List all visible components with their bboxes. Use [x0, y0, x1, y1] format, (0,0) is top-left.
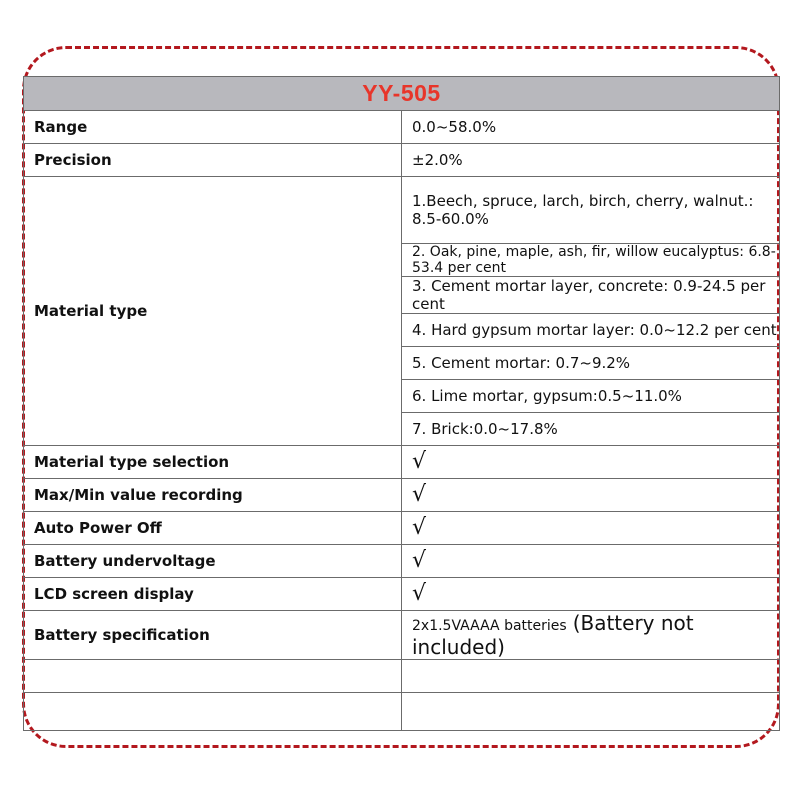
table-row [24, 611, 780, 660]
feature-label: Auto Power Off [24, 512, 402, 545]
check-icon: √ [402, 446, 780, 479]
battery-spec-label: Battery specification [24, 611, 402, 660]
material-item: 4. Hard gypsum mortar layer: 0.0~12.2 per cent [402, 314, 780, 347]
table-row-empty [24, 660, 780, 693]
empty-cell [402, 660, 780, 693]
empty-cell [24, 660, 402, 693]
battery-spec-text: 2x1.5VAAAA batteries [412, 618, 567, 634]
table-row [24, 111, 780, 144]
range-value: 0.0~58.0% [402, 111, 780, 144]
table-row [24, 177, 780, 244]
empty-cell [24, 693, 402, 731]
check-icon: √ [402, 479, 780, 512]
material-item: 2. Oak, pine, maple, ash, fir, willow eucalyptus: 6.8-53.4 per cent [402, 244, 780, 277]
feature-label: Material type selection [24, 446, 402, 479]
material-item: 3. Cement mortar layer, concrete: 0.9-24.5 per cent [402, 277, 780, 314]
precision-label: Precision [24, 144, 402, 177]
table-row [24, 479, 780, 512]
spec-table [23, 76, 780, 731]
check-icon: √ [402, 512, 780, 545]
material-type-label: Material type [24, 177, 402, 446]
table-row [24, 144, 780, 177]
table-header-row [24, 77, 780, 111]
precision-value: ±2.0% [402, 144, 780, 177]
feature-label: LCD screen display [24, 578, 402, 611]
battery-spec-value [402, 611, 780, 660]
material-item: 1.Beech, spruce, larch, birch, cherry, walnut.: 8.5-60.0% [402, 177, 780, 244]
check-icon: √ [402, 578, 780, 611]
table-row [24, 578, 780, 611]
material-item: 6. Lime mortar, gypsum:0.5~11.0% [402, 380, 780, 413]
range-label: Range [24, 111, 402, 144]
table-row [24, 446, 780, 479]
table-row-empty [24, 693, 780, 731]
model-title: YY-505 [24, 77, 780, 111]
check-icon: √ [402, 545, 780, 578]
empty-cell [402, 693, 780, 731]
battery-note: (Battery not included) [412, 611, 694, 659]
table-row [24, 512, 780, 545]
material-item: 5. Cement mortar: 0.7~9.2% [402, 347, 780, 380]
feature-label: Battery undervoltage [24, 545, 402, 578]
feature-label: Max/Min value recording [24, 479, 402, 512]
table-row [24, 545, 780, 578]
material-item: 7. Brick:0.0~17.8% [402, 413, 780, 446]
